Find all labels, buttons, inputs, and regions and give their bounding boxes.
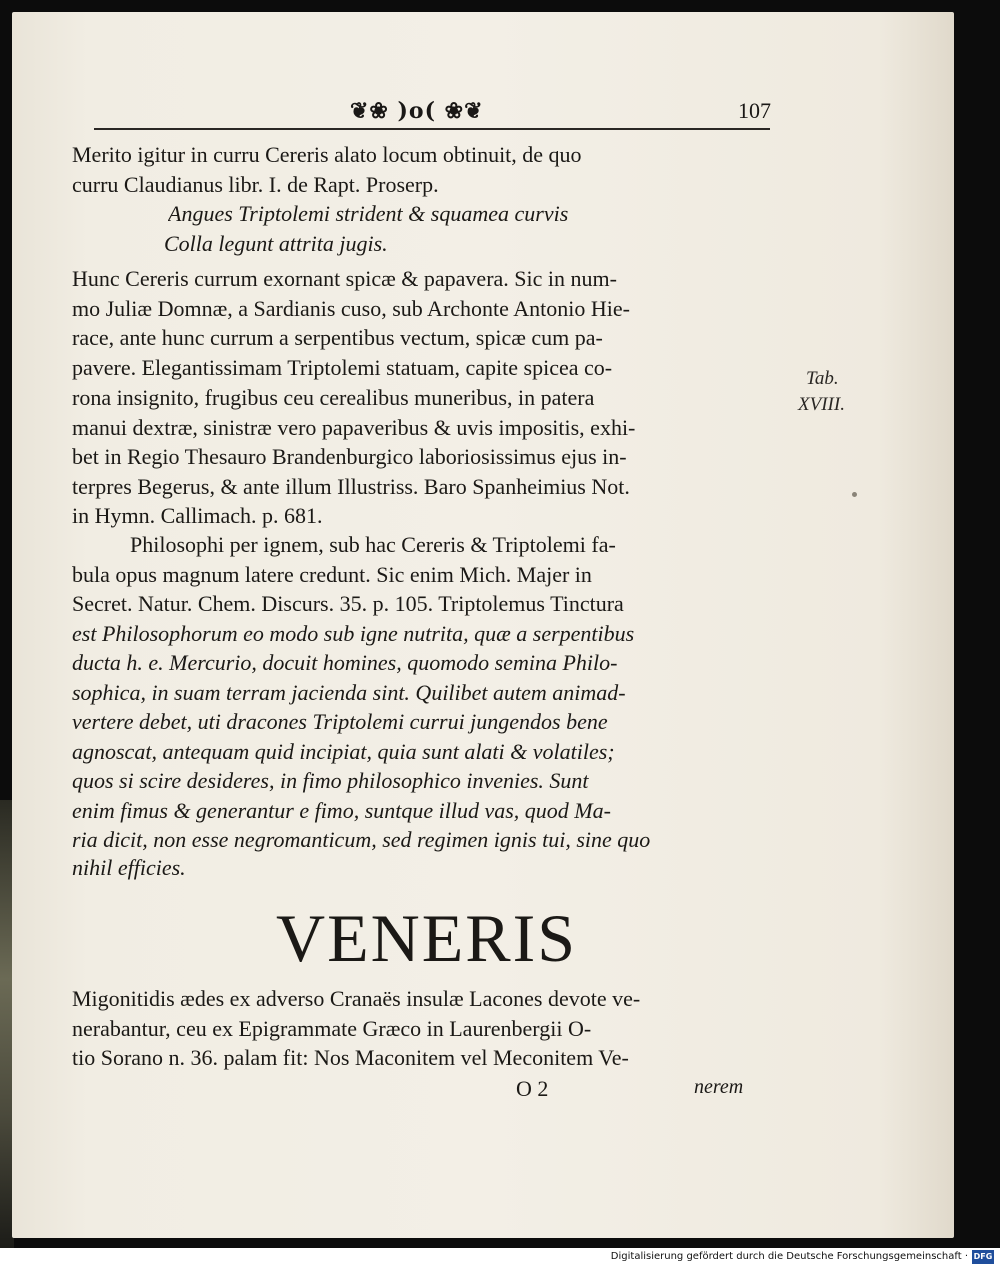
section-heading: VENERIS (276, 900, 578, 976)
section-line: tio Sorano n. 36. palam fit: Nos Maconitem vel Meconitem Ve- (72, 1045, 629, 1070)
body-line: Secret. Natur. Chem. Discurs. 35. p. 105. Triptolemus Tinctura (72, 591, 624, 616)
header-ornament: ❦❀ )o( ❀❦ (350, 98, 484, 124)
verse-line: Colla legunt attrita jugis. (164, 231, 388, 256)
body-line: bet in Regio Thesauro Brandenburgico laboriosissimus ejus in- (72, 444, 627, 469)
body-line: in Hymn. Callimach. p. 681. (72, 503, 323, 528)
catchword: nerem (694, 1076, 744, 1098)
body-line: manui dextræ, sinistræ vero papaveribus & uvis impositis, exhi- (72, 415, 636, 440)
body-line: bula opus magnum latere credunt. Sic enim Mich. Majer in (72, 562, 592, 587)
section-line: Migonitidis ædes ex adverso Cranaës insulæ Lacones devote ve- (72, 986, 641, 1011)
body-line: Merito igitur in curru Cereris alato locum obtinuit, de quo (72, 142, 582, 167)
digitization-credit: Digitalisierung gefördert durch die Deutsche Forschungsgemeinschaft · (610, 1251, 968, 1262)
quote-line: agnoscat, antequam quid incipiat, quia sunt alati & volatiles; (72, 739, 615, 764)
header-rule (94, 128, 770, 130)
signature-mark: O 2 (516, 1076, 549, 1101)
body-line: Philosophi per ignem, sub hac Cereris & Triptolemi fa- (130, 532, 616, 557)
body-line: race, ante hunc currum a serpentibus vectum, spicæ cum pa- (72, 325, 603, 350)
quote-line: ria dicit, non esse negromanticum, sed regimen ignis tui, sine quo (72, 827, 651, 852)
body-line: mo Juliæ Domnæ, a Sardianis cuso, sub Archonte Antonio Hie- (72, 296, 630, 321)
marginal-note-number: XVIII. (798, 394, 845, 415)
quote-line: enim fimus & generantur e fimo, suntque illud vas, quod Ma- (72, 798, 611, 823)
verse-line: Angues Triptolemi strident & squamea curvis (168, 201, 569, 226)
body-line: curru Claudianus libr. I. de Rapt. Proserp. (72, 172, 439, 197)
quote-line: sophica, in suam terram jacienda sint. Quilibet autem animad- (72, 680, 626, 705)
body-line: rona insignito, frugibus ceu cerealibus muneribus, in patera (72, 385, 595, 410)
quote-line: ducta h. e. Mercurio, docuit homines, quomodo semina Philo- (72, 650, 618, 675)
quote-line: quos si scire desideres, in fimo philosophico invenies. Sunt (72, 768, 589, 793)
body-line: Hunc Cereris currum exornant spicæ & papavera. Sic in num- (72, 266, 617, 291)
body-line: pavere. Elegantissimam Triptolemi statuam, capite spicea co- (72, 355, 613, 380)
body-line: terpres Begerus, & ante illum Illustriss. Baro Spanheimius Not. (72, 474, 630, 499)
marginal-note-tab: Tab. (806, 368, 839, 389)
quote-line: nihil efficies. (72, 855, 186, 880)
page-number: 107 (738, 98, 771, 123)
quote-line: vertere debet, uti dracones Triptolemi currui jungendos bene (72, 709, 608, 734)
section-line: nerabantur, ceu ex Epigrammate Græco in Laurenbergii O- (72, 1016, 592, 1041)
paper-speck (852, 492, 857, 497)
dfg-logo-icon: DFG (972, 1250, 994, 1264)
quote-line: est Philosophorum eo modo sub igne nutrita, quæ a serpentibus (72, 621, 635, 646)
